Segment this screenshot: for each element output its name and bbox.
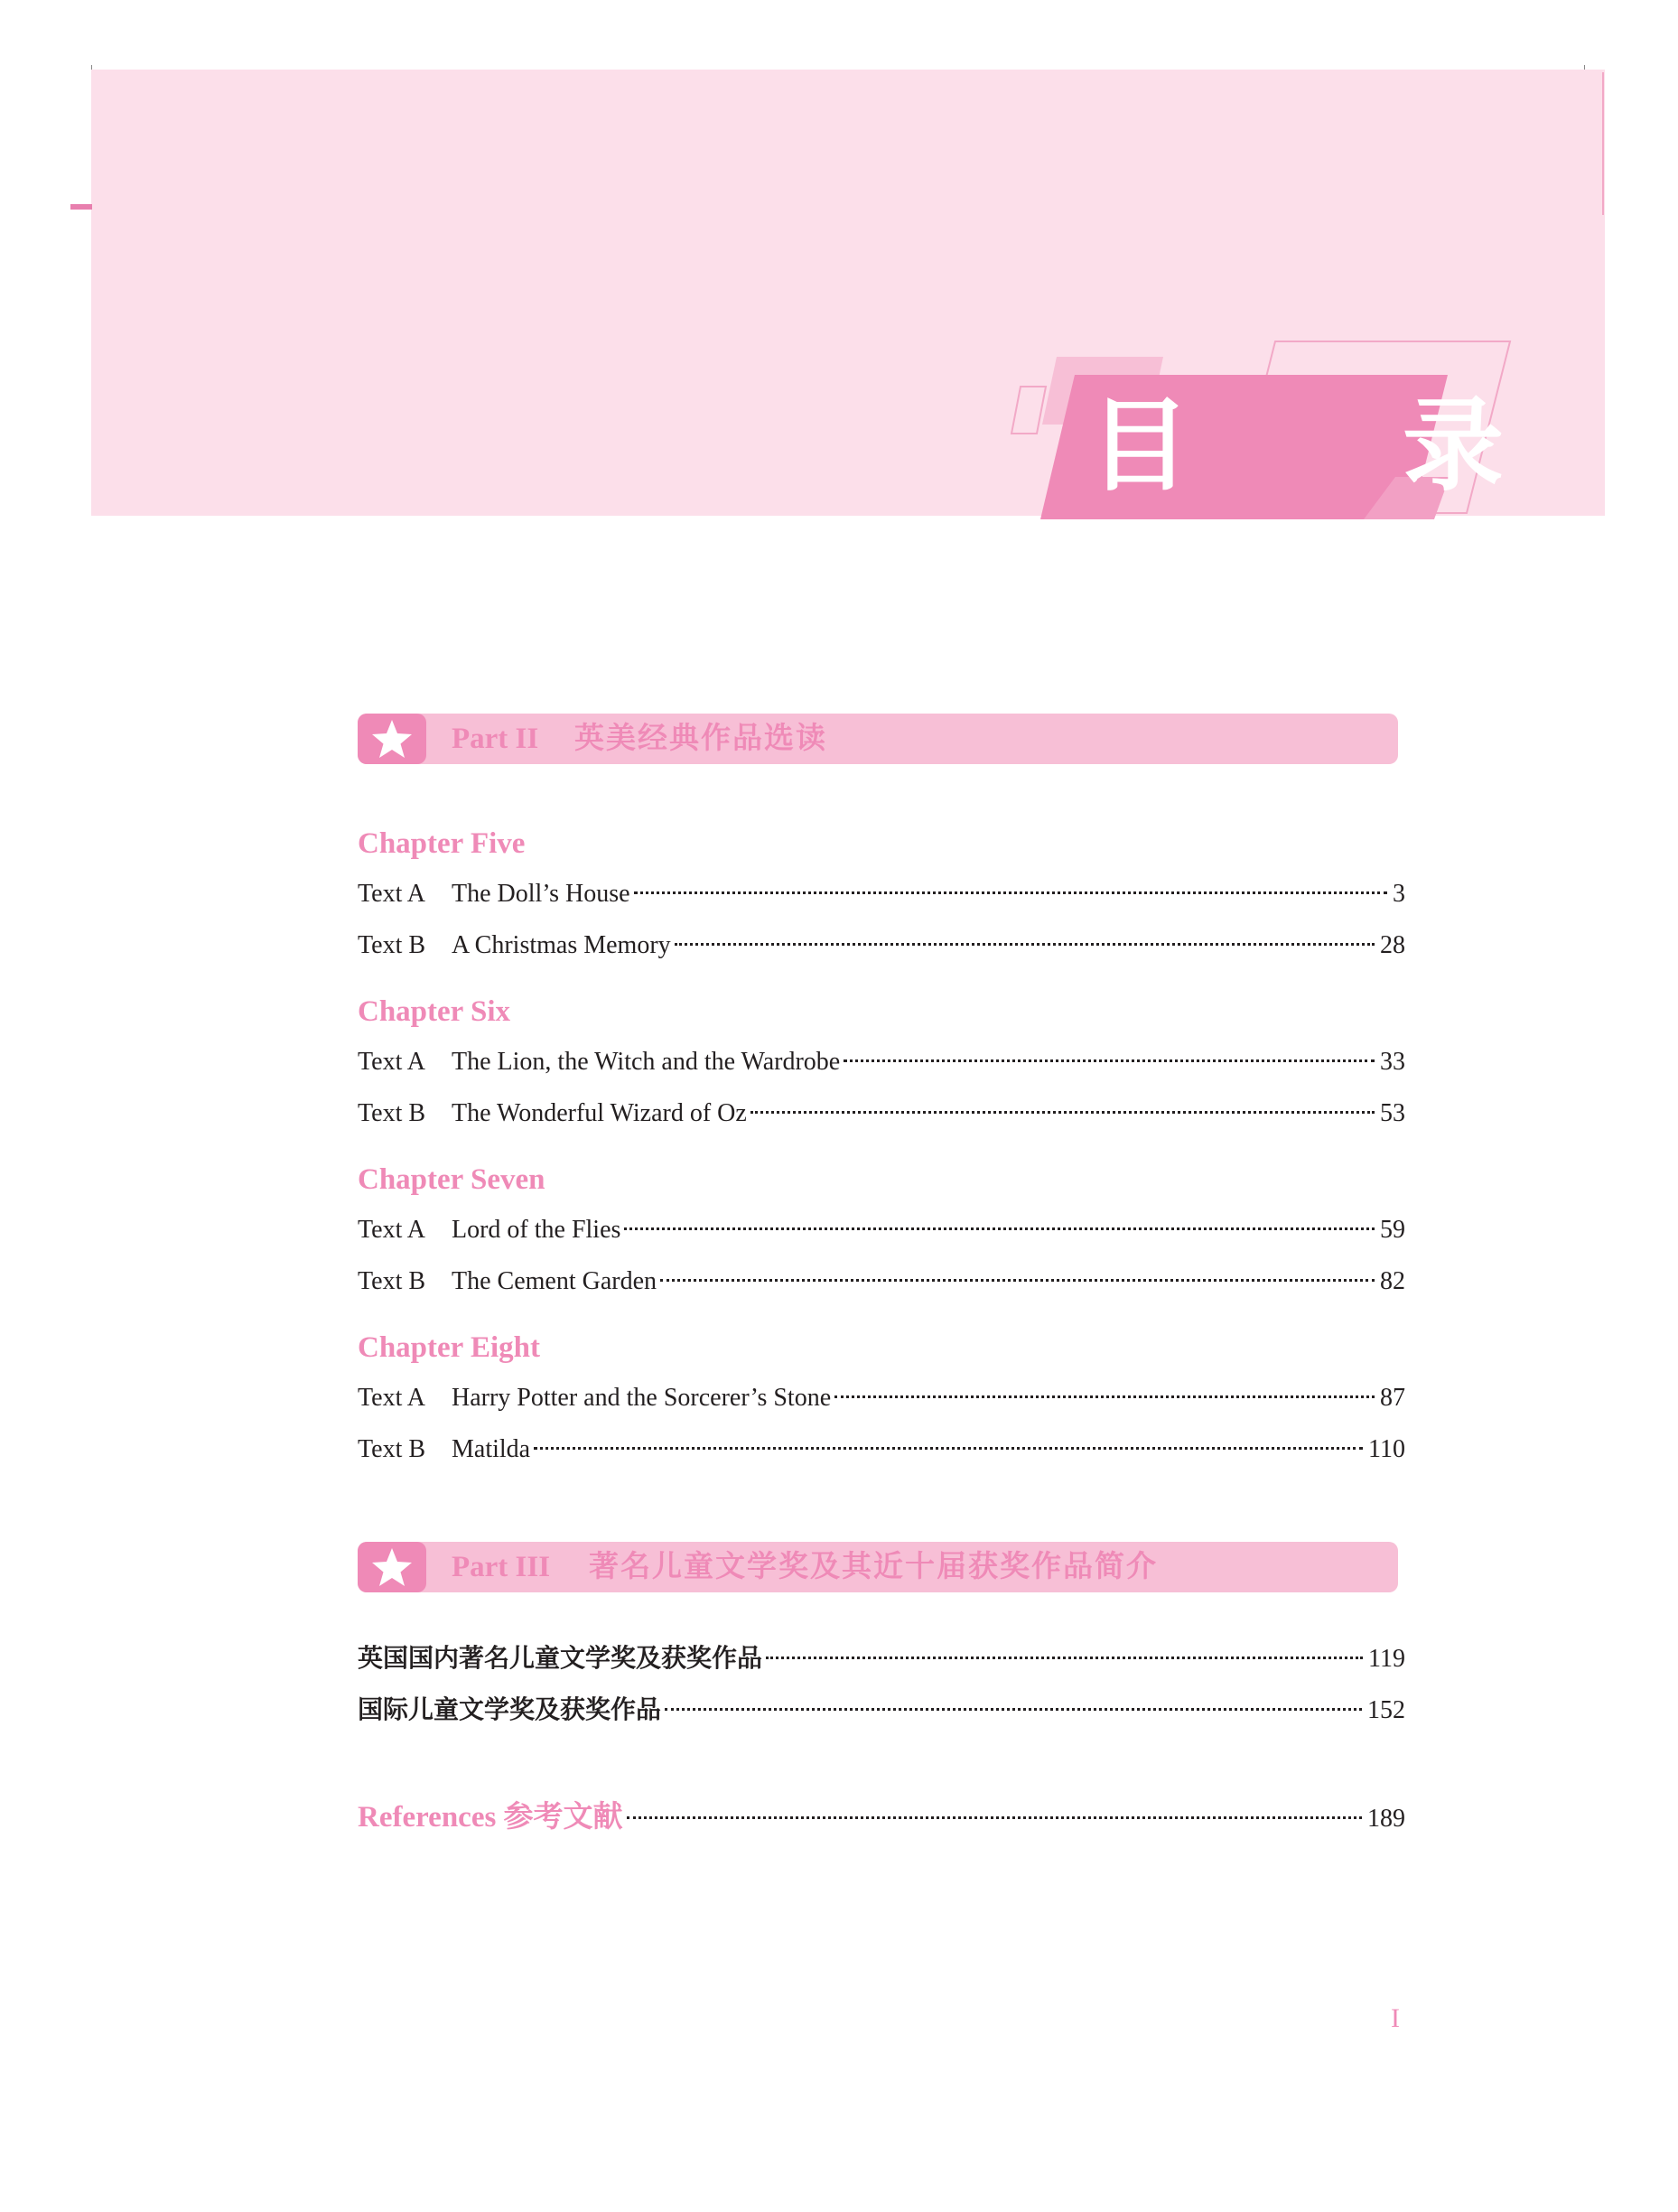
dot-leader [834, 1395, 1375, 1398]
toc-entry[interactable] [358, 1638, 1405, 1675]
toc-entry-page: 59 [1380, 1216, 1405, 1244]
toc-entry-title: 英国国内著名儿童文学奖及获奖作品 [358, 1645, 763, 1673]
crop-mark [1602, 72, 1604, 215]
references-entry[interactable] [358, 1793, 1405, 1834]
toc-entry-page: 28 [1380, 931, 1405, 959]
toc-entry-title: 国际儿童文学奖及获奖作品 [358, 1696, 662, 1724]
star-badge [358, 714, 426, 764]
toc-entry-label: Text A [358, 1048, 426, 1076]
part-label: Part II [452, 723, 539, 755]
toc-entry[interactable] [358, 1690, 1405, 1726]
part-banner [358, 1542, 1398, 1592]
toc-entry-title: The Doll’s House [452, 880, 630, 908]
toc-entry[interactable] [358, 880, 1405, 916]
references-title: References 参考文献 [358, 1801, 623, 1834]
toc-entry-page: 119 [1368, 1645, 1405, 1673]
toc-entry-label: Text A [358, 880, 426, 908]
dot-leader [634, 891, 1387, 894]
chapter-heading: Chapter Eight [358, 1331, 540, 1364]
dot-leader [660, 1279, 1375, 1282]
toc-entry-label: Text B [358, 931, 426, 959]
toc-entry-page: 87 [1380, 1384, 1405, 1412]
star-icon [370, 1546, 414, 1588]
chapter-heading: Chapter Six [358, 995, 510, 1028]
chapter-heading: Chapter Seven [358, 1163, 545, 1196]
toc-entry-page: 3 [1393, 880, 1405, 908]
crop-mark [70, 204, 92, 210]
toc-entry-title: Matilda [452, 1435, 531, 1463]
toc-entry-page: 82 [1380, 1267, 1405, 1295]
dot-leader [675, 943, 1375, 946]
toc-entry[interactable] [358, 931, 1405, 967]
chapter-heading: Chapter Five [358, 827, 526, 860]
dot-leader [627, 1816, 1362, 1819]
page-title: 目 录 [1089, 387, 1592, 505]
dot-leader [844, 1059, 1375, 1062]
toc-entry[interactable] [358, 1435, 1405, 1471]
toc-entry-page: 152 [1367, 1696, 1405, 1724]
toc-entry[interactable] [358, 1384, 1405, 1420]
dot-leader [665, 1708, 1362, 1711]
toc-entry-label: Text B [358, 1099, 426, 1127]
dot-leader [750, 1111, 1375, 1114]
toc-entry-title: Harry Potter and the Sorcerer’s Stone [452, 1384, 832, 1412]
toc-entry-title: A Christmas Memory [452, 931, 671, 959]
toc-entry[interactable] [358, 1267, 1405, 1303]
star-badge [358, 1542, 426, 1592]
toc-entry-title: The Lion, the Witch and the Wardrobe [452, 1048, 841, 1076]
toc-entry-title: The Wonderful Wizard of Oz [452, 1099, 747, 1127]
toc-entry-page: 110 [1368, 1435, 1405, 1463]
toc-entry[interactable] [358, 1048, 1405, 1084]
toc-entry-label: Text A [358, 1216, 426, 1244]
dot-leader [534, 1447, 1363, 1450]
dot-leader [624, 1227, 1375, 1230]
toc-entry-page: 53 [1380, 1099, 1405, 1127]
toc-entry[interactable] [358, 1216, 1405, 1252]
toc-entry-title: Lord of the Flies [452, 1216, 621, 1244]
star-icon [370, 718, 414, 760]
toc-entry[interactable] [358, 1099, 1405, 1135]
references-page: 189 [1367, 1805, 1405, 1833]
toc-entry-page: 33 [1380, 1048, 1405, 1076]
part-label: Part III [452, 1551, 551, 1583]
dot-leader [766, 1657, 1363, 1659]
toc-entry-label: Text B [358, 1435, 426, 1463]
part-title: 英美经典作品选读 [574, 723, 827, 755]
toc-entry-label: Text A [358, 1384, 426, 1412]
toc-entry-title: The Cement Garden [452, 1267, 657, 1295]
page-number: I [1391, 2003, 1400, 2033]
toc-entry-label: Text B [358, 1267, 426, 1295]
part-banner [358, 714, 1398, 764]
part-title: 著名儿童文学奖及其近十届获奖作品简介 [589, 1551, 1158, 1583]
